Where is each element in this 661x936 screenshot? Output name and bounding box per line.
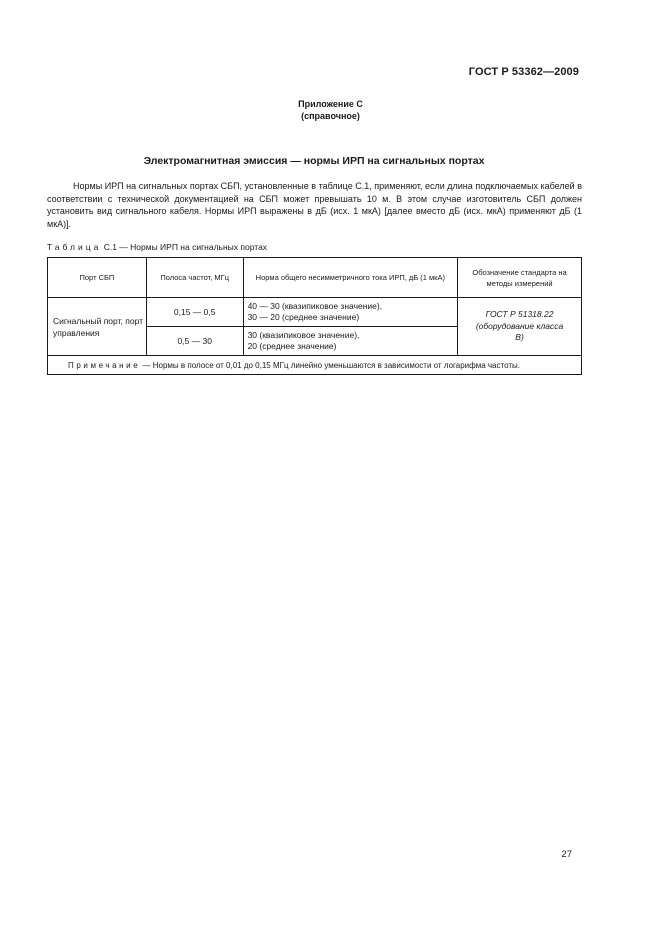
document-code: ГОСТ Р 53362—2009 xyxy=(468,66,579,78)
table-note xyxy=(48,356,582,375)
page-number: 27 xyxy=(561,849,572,860)
emission-norms-table xyxy=(47,257,582,375)
header-standard: Обозначение стандарта на методы измерений xyxy=(458,258,582,298)
note-label: Примечание xyxy=(68,361,141,370)
body-text xyxy=(47,180,582,230)
table-caption xyxy=(47,242,267,252)
header-band: Полоса частот, МГц xyxy=(146,258,243,298)
norm-line: 30 (квазипиковое значение), xyxy=(247,329,360,340)
cell-standard: ГОСТ Р 51318.22 (оборудование класса В) xyxy=(458,298,582,356)
table-caption-text: С.1 — Нормы ИРП на сигнальных портах xyxy=(101,242,268,252)
table-header-row xyxy=(48,258,582,298)
header-port: Порт СБП xyxy=(48,258,147,298)
table-caption-label: Таблица xyxy=(47,242,102,252)
section-title: Электромагнитная эмиссия — нормы ИРП на сигнальных портах xyxy=(143,155,485,167)
appendix-subtitle: (справочное) xyxy=(301,111,360,121)
cell-norm xyxy=(243,327,458,356)
table-note-row xyxy=(48,356,582,375)
note-text: — Нормы в полосе от 0,01 до 0,15 МГц линейно уменьшаются в зависимости от логарифма частоты. xyxy=(140,361,520,370)
cell-port: Сигнальный порт, порт управления xyxy=(48,298,147,356)
norm-line: 40 — 30 (квазипиковое значение), xyxy=(247,300,383,311)
appendix-title: Приложение С xyxy=(298,99,363,109)
appendix-heading xyxy=(0,98,661,122)
table-row xyxy=(48,298,582,327)
body-paragraph: Нормы ИРП на сигнальных портах СБП, установленные в таблице С.1, применяют, если длина подключаемых кабелей в соответствии с технической документацией на СБП может превышать 10 м. В этом случае изготовитель СБП должен установить вид сигнального кабеля. Нормы ИРП выражены в дБ (исх. 1 мкА) [далее вместо дБ (исх. мкА) применяют дБ (1 мкА)]. xyxy=(47,181,582,229)
cell-band: 0,5 — 30 xyxy=(146,327,243,356)
header-norm: Норма общего несимметричного тока ИРП, дБ (1 мкА) xyxy=(243,258,458,298)
norm-line: 20 (среднее значение) xyxy=(247,341,337,351)
cell-band: 0,15 — 0,5 xyxy=(146,298,243,327)
cell-norm xyxy=(243,298,458,327)
norm-line: 30 — 20 (среднее значение) xyxy=(247,312,360,322)
